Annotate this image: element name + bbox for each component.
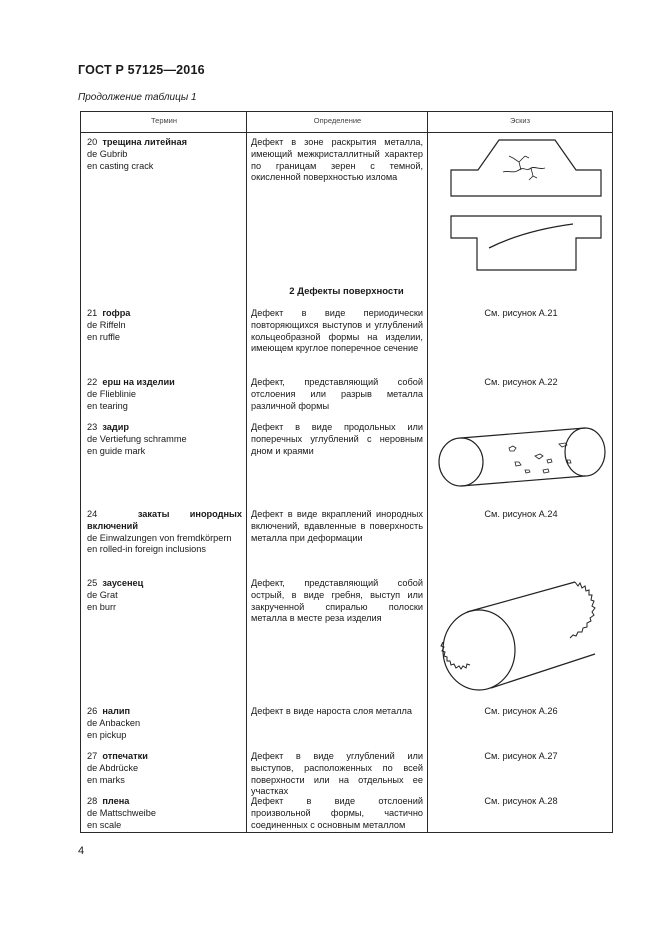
table-row-28-sketch-ref: См. рисунок А.28 [484,796,558,806]
table-continuation-label: Продолжение таблицы 1 [78,92,197,103]
table-row-28-definition: Дефект в виде отслоений произвольной формы, частично соединенных с основным металлом [251,796,423,830]
column-divider [246,112,247,832]
table-header [81,112,612,133]
burr-sketch [433,576,611,694]
table-row-20-term: 20 трещина литейная de Gubrib en casting crack [87,137,187,171]
table-row-21-sketch-ref: См. рисунок А.21 [484,308,558,318]
table-row-26-term: 26 налип de Anbacken en pickup [87,706,141,740]
table-row-27-definition: Дефект в виде углублений или выступов, расположенных по всей поверхности или на отдельных ее участках [251,751,423,797]
defects-table [80,111,613,833]
table-row-27-sketch-ref: См. рисунок А.27 [484,751,558,761]
guide-mark-sketch [433,426,611,506]
page-number: 4 [78,845,85,857]
table-row-24-term: 24 закаты инородных включений de Einwalzungen von fremdkörpern en rolled-in foreign inclusions [87,509,242,555]
table-row-21-definition: Дефект в виде периодически повторяющихся выступов и углублений кольцеобразной формы на изделии, имеющем круглое поперечное сечение [251,308,423,354]
document-id: ГОСТ Р 57125—2016 [78,63,205,77]
table-row-25-term: 25 заусенец de Grat en burr [87,578,144,612]
table-row-20-definition: Дефект в зоне раскрытия металла, имеющий межкристаллитный характер по границам зерен с темной, окисленной поверхностью излома [251,137,423,183]
section-title: 2 Дефекты поверхности [289,286,404,297]
table-row-24-sketch-ref: См. рисунок А.24 [484,509,558,519]
table-row-25-definition: Дефект, представляющий собой острый, в виде гребня, выступ или закрученной спиралью полоски металла в месте реза изделия [251,578,423,624]
table-row-26-sketch-ref: См. рисунок А.26 [484,706,558,716]
column-divider [427,112,428,832]
column-header-sketch: Эскиз [509,116,531,125]
column-header-term: Термин [151,116,177,125]
table-row-26-definition: Дефект в виде нароста слоя металла [251,706,412,716]
table-row-27-term: 27 отпечатки de Abdrücke en marks [87,751,148,785]
table-row-23-term: 23 задир de Vertiefung schramme en guide mark [87,422,187,456]
table-row-22-term: 22 ерш на изделии de Flieblinie en tearing [87,377,175,411]
table-row-24-definition: Дефект в виде вкраплений инородных включений, вдавленные в поверхность металла при деформации [251,509,423,543]
table-row-22-definition: Дефект, представляющий собой отслоения или разрыв металла различной формы [251,377,423,411]
table-row-21-term: 21 гофра de Riffeln en ruffle [87,308,131,342]
table-row-28-term: 28 плена de Mattschweibe en scale [87,796,156,830]
casting-crack-sketch [433,132,611,274]
table-row-23-definition: Дефект в виде продольных или поперечных углублений с неровным дном и краями [251,422,423,456]
table-row-22-sketch-ref: См. рисунок А.22 [484,377,558,387]
column-header-definition: Определение [313,116,362,125]
